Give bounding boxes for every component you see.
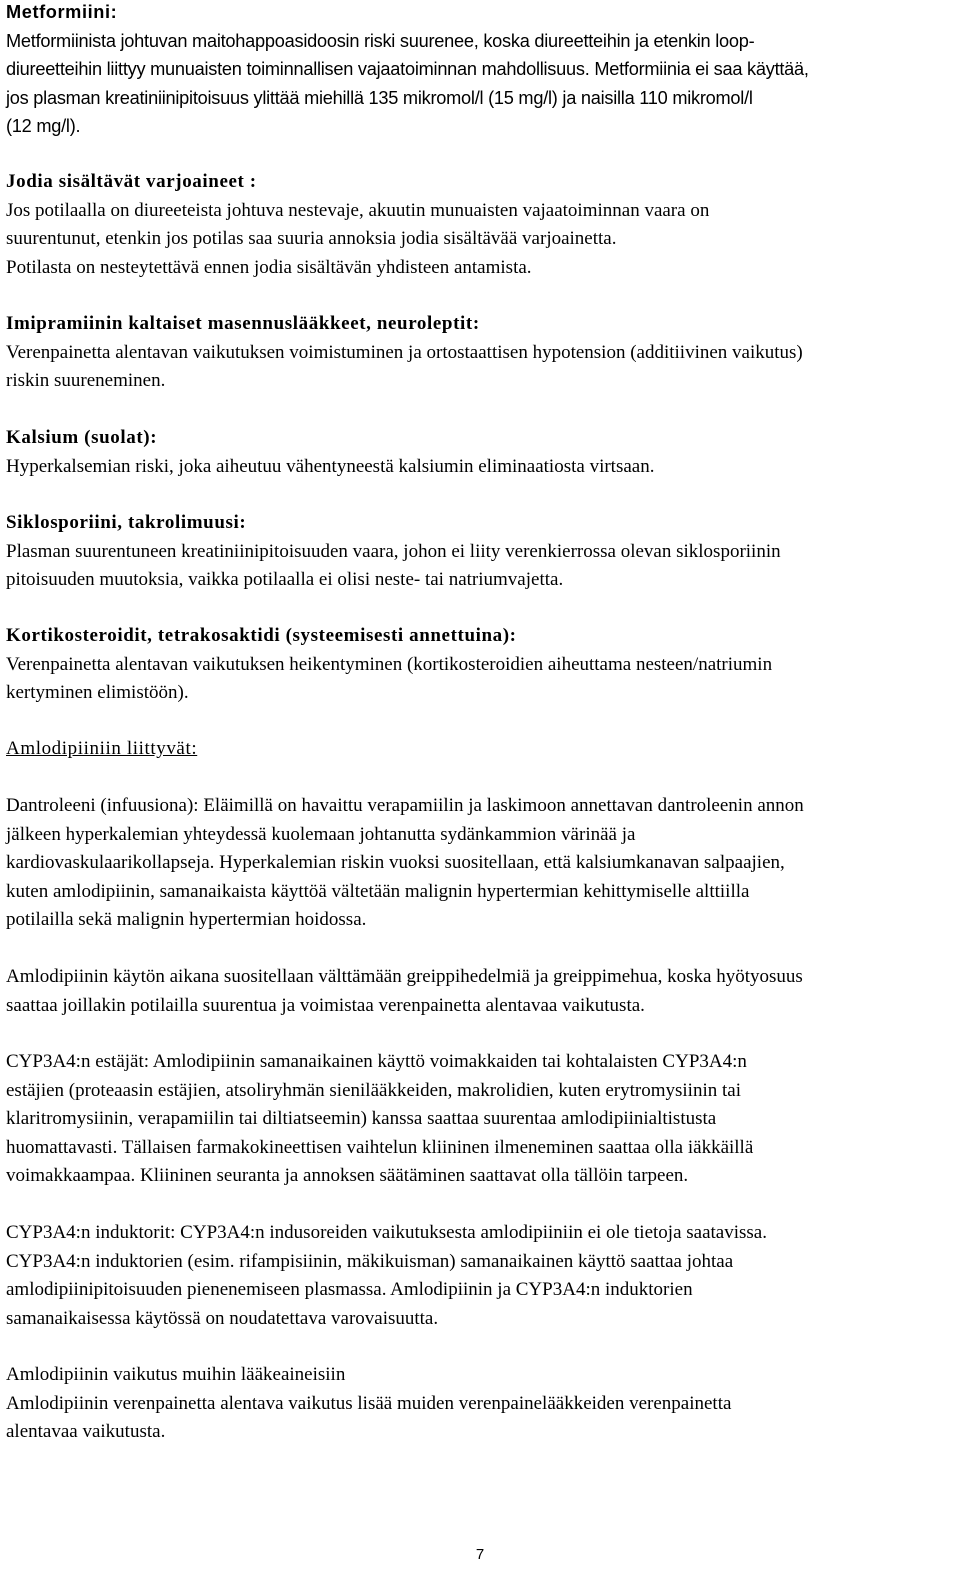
text-line: jos plasman kreatiniinipitoisuus ylittää miehillä 135 mikromol/l (15 mg/l) ja naisilla 110 mikromol/l [6, 87, 753, 108]
text-line: klaritromysiinin, verapamiilin tai diltiatseemin) kanssa saattaa suurentaa amlodipiinialtistusta [6, 1108, 717, 1130]
text-line: CYP3A4:n estäjät: Amlodipiinin samanaikainen käyttö voimakkaiden tai kohtalaisten CYP3A4:n [6, 1051, 747, 1072]
text-line: Plasman suurentuneen kreatiniinipitoisuuden vaara, johon ei liity verenkierrossa olevan siklosporiinin [6, 540, 781, 562]
text-line: suurentunut, etenkin jos potilas saa suuria annoksia jodia sisältävää varjoainetta. [6, 228, 617, 250]
text-line: diureetteihin liittyy munuaisten toiminnallisen vajaatoiminnan mahdollisuus. Metformiinia ei saa käyttää, [6, 59, 809, 80]
section-kalsium [6, 424, 654, 481]
section-metformiini [6, 0, 809, 141]
text-line: potilailla sekä malignin hypertermian hoidossa. [6, 909, 367, 931]
section-jodia [6, 168, 709, 282]
text-line: CYP3A4:n induktorien (esim. rifampisiinin, mäkikuisman) samanaikainen käyttö saattaa johtaa [6, 1250, 734, 1272]
section-amlodipiini [6, 735, 197, 764]
section-heading: Amlodipiiniin liittyvät: [6, 738, 198, 759]
paragraph-cyp3a4-estajat [6, 1048, 753, 1191]
text-line: alentavaa vaikutusta. [6, 1421, 166, 1443]
text-line: Verenpainetta alentavan vaikutuksen voimistuminen ja ortostaattisen hypotension (additiivinen vaikutus) [6, 341, 803, 363]
text-line: Potilasta on nesteytettävä ennen jodia sisältävän yhdisteen antamista. [6, 256, 532, 278]
section-heading: Kortikosteroidit, tetrakosaktidi (systeemisesti annettuina): [6, 625, 517, 646]
paragraph-greippi [6, 963, 803, 1020]
section-kortikosteroidit [6, 622, 772, 708]
section-heading: Jodia sisältävät varjoaineet : [6, 171, 257, 192]
text-line: Jos potilaalla on diureeteista johtuva nestevaje, akuutin munuaisten vajaatoiminnan vaara on [6, 199, 710, 221]
text-line: kertyminen elimistöön). [6, 682, 189, 704]
text-line: pitoisuuden muutoksia, vaikka potilaalla ei olisi neste- tai natriumvajetta. [6, 569, 564, 591]
text-line: amlodipiinipitoisuuden pienenemiseen plasmassa. Amlodipiinin ja CYP3A4:n induktorien [6, 1279, 693, 1301]
text-line: Metformiinista johtuvan maitohappoasidoosin riski suurenee, koska diureetteihin ja etenkin loop- [6, 30, 755, 51]
text-line: riskin suureneminen. [6, 370, 166, 392]
page-number: 7 [475, 1546, 485, 1563]
section-heading: Kalsium (suolat): [6, 427, 158, 448]
text-line: kuten amlodipiinin, samanaikaista käyttöä vältetään malignin hypertermian kehittymiselle alttiilla [6, 880, 750, 902]
text-line: voimakkaampaa. Kliininen seuranta ja annoksen säätäminen saattavat olla tällöin tarpeen. [6, 1165, 689, 1187]
paragraph-cyp3a4-induktorit [6, 1219, 767, 1333]
text-line: CYP3A4:n induktorit: CYP3A4:n indusoreiden vaikutuksesta amlodipiiniin ei ole tietoja saatavissa. [6, 1222, 767, 1243]
text-line: (12 mg/l). [6, 116, 81, 137]
text-line: saattaa joillakin potilailla suurentua ja voimistaa verenpainetta alentavaa vaikutusta. [6, 994, 645, 1016]
text-line: estäjien (proteaasin estäjien, atsoliryhmän sienilääkkeiden, makrolidien, kuten erytromysiinin tai [6, 1079, 741, 1101]
text-line: Amlodipiinin verenpainetta alentava vaikutus lisää muiden verenpainelääkkeiden verenpainetta [6, 1392, 732, 1414]
paragraph-dantroleeni [6, 792, 804, 935]
section-amlodipiinin-vaikutus [6, 1361, 731, 1447]
section-heading: Siklosporiini, takrolimuusi: [6, 512, 247, 533]
text-line: Dantroleeni (infuusiona): Eläimillä on havaittu verapamiilin ja laskimoon annettavan dantroleenin annon [6, 795, 804, 816]
text-line: Amlodipiinin käytön aikana suositellaan välttämään greippihedelmiä ja greippimehua, koska hyötyosuus [6, 966, 803, 987]
section-heading: Metformiini: [6, 2, 118, 22]
text-line: samanaikaisessa käytössä on noudatettava varovaisuutta. [6, 1307, 439, 1329]
section-siklosporiini [6, 509, 781, 595]
section-heading: Amlodipiinin vaikutus muihin lääkeaineisiin [6, 1364, 346, 1385]
text-line: kardiovaskulaarikollapseja. Hyperkalemian riskin vuoksi suositellaan, että kalsiumkanavan salpaajien, [6, 852, 785, 874]
section-imipramiini [6, 310, 803, 396]
section-heading: Imipramiinin kaltaiset masennuslääkkeet, neuroleptit: [6, 313, 480, 334]
text-line: Hyperkalsemian riski, joka aiheutuu vähentyneestä kalsiumin eliminaatiosta virtsaan. [6, 455, 655, 477]
text-line: Verenpainetta alentavan vaikutuksen heikentyminen (kortikosteroidien aiheuttama nesteen/natriumin [6, 653, 773, 675]
text-line: huomattavasti. Tällaisen farmakokineettisen vaihtelun kliininen ilmeneminen saattaa olla iäkkäillä [6, 1136, 754, 1158]
text-line: jälkeen hyperkalemian yhteydessä kuolemaan johtanutta sydänkammion värinää ja [6, 823, 636, 845]
